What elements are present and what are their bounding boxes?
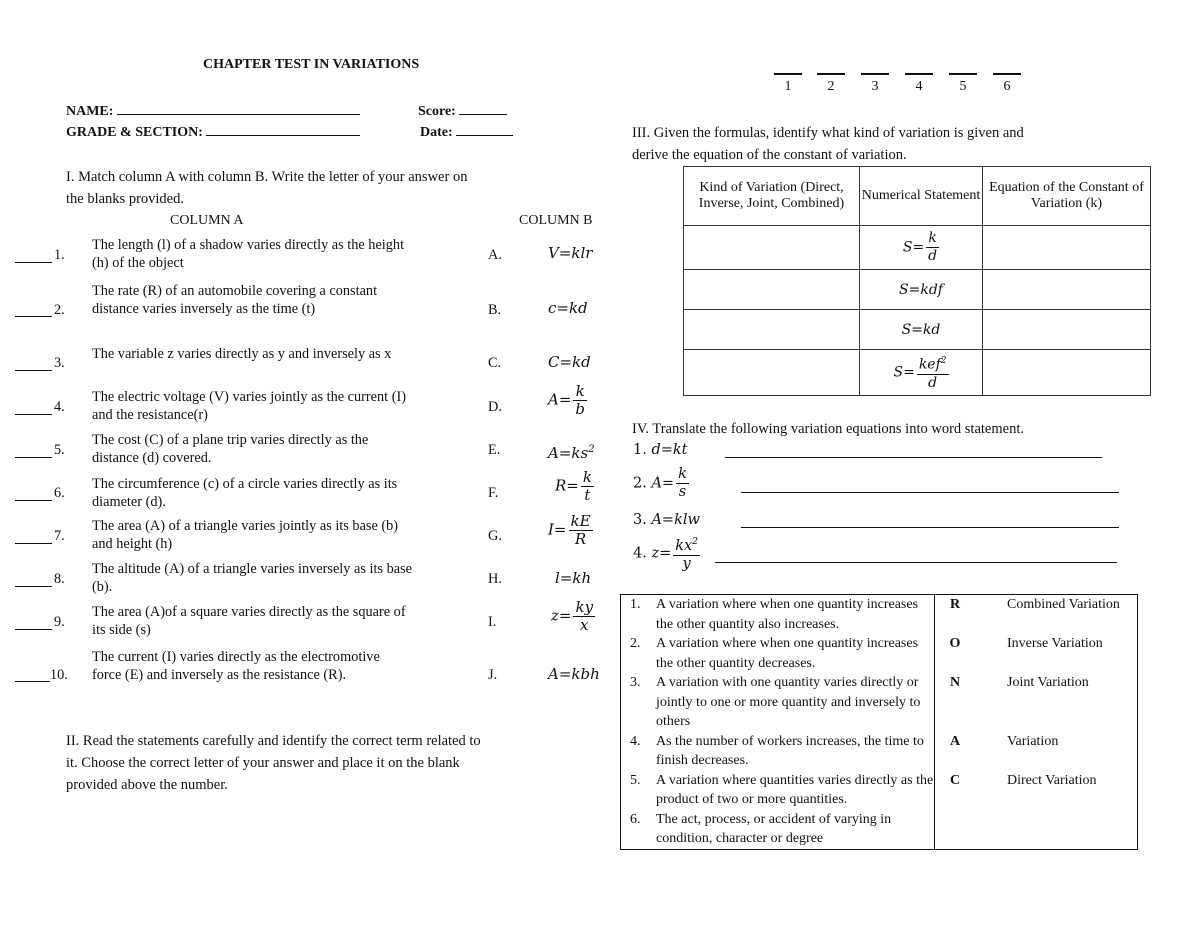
row-letter xyxy=(935,810,976,850)
row-letter: O xyxy=(949,636,961,651)
score-row xyxy=(418,102,507,120)
item-text: The current (I) varies directly as the electromotive force (E) and inversely as the resistance (R). xyxy=(92,649,380,683)
statement-cell: S= $\frac{k}{d}$ xyxy=(860,226,983,270)
answer-line-1[interactable] xyxy=(725,457,1102,458)
grade-row xyxy=(66,123,360,141)
row-number: 4. xyxy=(630,733,641,749)
answer-blank[interactable] xyxy=(15,414,52,415)
answer-blank[interactable] xyxy=(15,316,52,317)
equation-d: A= $\frac{k}{b}$ xyxy=(548,382,586,418)
item-number: 8. xyxy=(54,571,65,587)
name-row xyxy=(66,102,360,120)
answer-blank[interactable] xyxy=(15,370,52,371)
answer-blank[interactable] xyxy=(15,543,52,544)
part2-instructions-line2: it. Choose the correct letter of your answer and place it on the blank xyxy=(66,755,460,771)
item-number: 7. xyxy=(54,528,65,544)
column-a-header: COLUMN A xyxy=(170,213,244,228)
name-label: NAME: xyxy=(66,104,114,119)
item-text: The area (A) of a triangle varies jointly as its base (b) and height (h) xyxy=(92,518,399,552)
item-number: 2. xyxy=(54,302,65,318)
answer-cell-kind[interactable] xyxy=(684,270,860,310)
column-b-header: COLUMN B xyxy=(519,213,593,228)
equation-a: V=klr xyxy=(548,244,593,262)
tick-number: 1 xyxy=(784,79,792,94)
answer-cell-constant[interactable] xyxy=(983,270,1151,310)
answer-blank[interactable] xyxy=(15,500,52,501)
answer-cell-constant[interactable] xyxy=(983,310,1151,350)
header-numerical-statement: Numerical Statement xyxy=(860,167,983,226)
answer-tick-1[interactable] xyxy=(774,73,802,95)
tick-number: 2 xyxy=(827,79,835,94)
row-term: Combined Variation xyxy=(1007,597,1120,612)
item-number: 10. xyxy=(50,667,68,683)
item-letter: G. xyxy=(488,528,502,544)
answer-blank[interactable] xyxy=(15,262,52,263)
equation-c: C=kd xyxy=(548,353,591,371)
item-letter: J. xyxy=(488,667,498,683)
header-kind-of-variation: Kind of Variation (Direct, Inverse, Joint, Combined) xyxy=(684,167,860,226)
item-text: The circumference (c) of a circle varies directly as its diameter (d). xyxy=(92,476,398,510)
row-term: Direct Variation xyxy=(1007,772,1097,788)
row-statement: A variation where when one quantity increases the other quantity decreases. xyxy=(656,634,935,673)
row-number: 6. xyxy=(630,811,641,827)
terms-table xyxy=(620,594,1138,850)
item-number: 3. xyxy=(54,355,65,371)
answer-tick-3[interactable] xyxy=(861,73,889,95)
answer-cell-kind[interactable] xyxy=(684,226,860,270)
item-number: 5. xyxy=(54,442,65,458)
part1-instructions-line1: I. Match column A with column B. Write the letter of your answer on xyxy=(66,169,468,185)
date-label: Date: xyxy=(420,125,453,140)
answer-blank[interactable] xyxy=(15,629,52,630)
part2-instructions-line3: provided above the number. xyxy=(66,777,228,793)
equation-b: c=kd xyxy=(548,299,588,317)
tick-number: 5 xyxy=(959,79,967,94)
item-letter: I. xyxy=(488,614,497,630)
answer-tick-6[interactable] xyxy=(993,73,1021,95)
tick-number: 6 xyxy=(1003,79,1011,94)
part3-instructions xyxy=(632,122,1024,166)
equation-i: z= $\frac{ky}{x}$ xyxy=(551,598,594,634)
answer-cell-kind[interactable] xyxy=(684,350,860,396)
translate-item-4: 4. z= $\frac{kx^2}{y}$ xyxy=(633,534,700,573)
item-text: The rate (R) of an automobile covering a constant distance varies inversely as the time (t) xyxy=(92,283,378,317)
row-statement: A variation where quantities varies directly as the product of two or more quantities. xyxy=(656,771,935,810)
score-field[interactable] xyxy=(459,102,507,115)
translate-item-2: 2. A= $\frac{k}{s}$ xyxy=(633,466,687,500)
row-statement: As the number of workers increases, the time to finish decreases. xyxy=(656,732,935,771)
item-text: The electric voltage (V) varies jointly as the current (I) and the resistance(r) xyxy=(92,389,406,423)
answer-tick-4[interactable] xyxy=(905,73,933,95)
item-text: The length (l) of a shadow varies directly as the height (h) of the object xyxy=(92,237,405,271)
translate-item-1: 1. d=kt xyxy=(633,442,688,458)
variation-table xyxy=(683,166,1151,396)
answer-cell-constant[interactable] xyxy=(983,350,1151,396)
answer-tick-5[interactable] xyxy=(949,73,977,95)
row-statement: A variation with one quantity varies directly or jointly to one or more quantity and inversely to others xyxy=(656,673,935,732)
part2-instructions-line1: II. Read the statements carefully and identify the correct term related to xyxy=(66,733,481,749)
item-letter: A. xyxy=(488,247,502,263)
translate-item-3: 3. A=klw xyxy=(633,512,700,528)
item-text: The area (A)of a square varies directly as the square of its side (s) xyxy=(92,604,406,638)
answer-blank[interactable] xyxy=(15,681,50,682)
item-letter: B. xyxy=(488,302,502,318)
header-constant-equation: Equation of the Constant of Variation (k) xyxy=(983,167,1151,226)
tick-number: 4 xyxy=(915,79,923,94)
item-number: 9. xyxy=(54,614,65,630)
answer-line-2[interactable] xyxy=(741,492,1119,493)
row-number: 3. xyxy=(630,675,641,690)
row-letter: A xyxy=(949,733,961,749)
grade-section-field[interactable] xyxy=(206,123,360,136)
item-letter: C. xyxy=(488,355,502,371)
answer-blank[interactable] xyxy=(15,586,52,587)
row-letter: N xyxy=(949,675,961,690)
item-text: The cost (C) of a plane trip varies directly as the distance (d) covered. xyxy=(92,432,369,466)
item-letter: F. xyxy=(488,485,499,501)
row-number: 1. xyxy=(630,597,641,612)
row-number: 2. xyxy=(630,636,641,651)
page-title: CHAPTER TEST IN VARIATIONS xyxy=(203,57,420,72)
row-letter: R xyxy=(949,597,961,612)
tick-number: 3 xyxy=(871,79,879,94)
part4-instructions: IV. Translate the following variation equations into word statement. xyxy=(632,421,1024,437)
date-row xyxy=(420,123,513,141)
statement-cell: S= $\frac{kef^2}{d}$ xyxy=(860,350,983,396)
answer-line-3[interactable] xyxy=(741,527,1119,528)
row-statement: The act, process, or accident of varying in condition, character or degree xyxy=(656,810,935,850)
item-letter: H. xyxy=(488,571,502,587)
grade-section-label: GRADE & SECTION: xyxy=(66,125,203,140)
row-term xyxy=(975,810,1138,850)
row-number: 5. xyxy=(630,772,641,788)
row-term: Variation xyxy=(1007,733,1059,749)
part3-instructions-line2: derive the equation of the constant of variation. xyxy=(632,147,907,163)
equation-f: R= $\frac{k}{t}$ xyxy=(555,468,592,504)
equation-j: A=kbh xyxy=(548,665,600,683)
equation-e: $A=ks^2$ xyxy=(548,444,595,462)
row-term: Joint Variation xyxy=(1007,675,1089,690)
part1-instructions-line2: the blanks provided. xyxy=(66,191,184,207)
part3-instructions-line1: III. Given the formulas, identify what kind of variation is given and xyxy=(632,125,1024,141)
item-number: 4. xyxy=(54,399,65,415)
score-label: Score: xyxy=(418,104,456,119)
row-term: Inverse Variation xyxy=(1007,636,1103,651)
item-number: 6. xyxy=(54,485,65,501)
name-field[interactable] xyxy=(117,102,360,115)
item-letter: D. xyxy=(488,399,502,415)
equation-h: l=kh xyxy=(555,569,592,587)
part2-instructions xyxy=(66,730,481,796)
statement-cell: S=kd xyxy=(860,310,983,350)
item-text: The altitude (A) of a triangle varies inversely as its base (b). xyxy=(92,561,412,595)
item-number: 1. xyxy=(54,247,65,263)
part1-instructions xyxy=(66,166,467,210)
statement-cell: S=kdf xyxy=(860,270,983,310)
date-field[interactable] xyxy=(456,123,513,136)
item-text: The variable z varies directly as y and inversely as x xyxy=(92,346,392,362)
equation-g: I= $\frac{kE}{R}$ xyxy=(548,512,591,548)
answer-blank[interactable] xyxy=(15,457,52,458)
answer-line-4[interactable] xyxy=(715,562,1117,563)
answer-cell-kind[interactable] xyxy=(684,310,860,350)
row-statement: A variation where when one quantity increases the other quantity also increases. xyxy=(656,595,935,635)
answer-tick-2[interactable] xyxy=(817,73,845,95)
item-letter: E. xyxy=(488,442,501,458)
row-letter: C xyxy=(949,772,961,788)
answer-cell-constant[interactable] xyxy=(983,226,1151,270)
